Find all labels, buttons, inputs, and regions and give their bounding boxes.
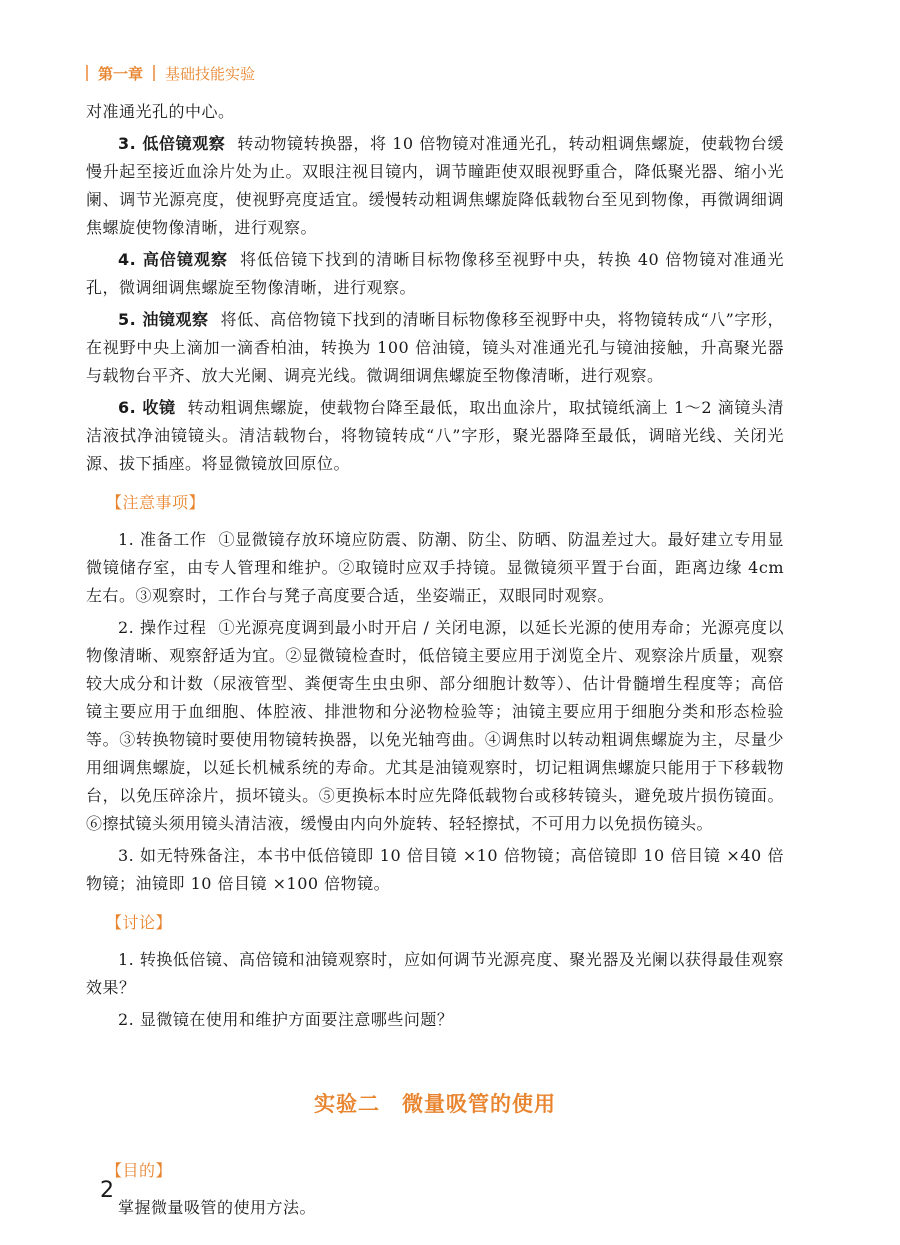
step-heading: 5. 油镜观察 [118,310,209,329]
step-heading: 6. 收镜 [118,398,176,417]
step-text: 将低倍镜下找到的清晰目标物像移至视野中央，转换 40 倍物镜对准通光孔，微调细调焦螺旋至物像清晰，进行观察。 [86,250,784,297]
discussion-question: 1. 转换低倍镜、高倍镜和油镜观察时，应如何调节光源亮度、聚光器及光阑以获得最佳观察效果？ [86,950,784,997]
step-oil-immersion [86,306,784,390]
chapter-title: 基础技能实验 [165,64,256,83]
step-heading: 3. 低倍镜观察 [118,134,226,153]
step-put-away [86,394,784,478]
note-magnification: 3. 如无特殊备注，本书中低倍镜即 10 倍目镜 ×10 倍物镜；高倍镜即 10 倍目镜 ×40 倍物镜；油镜即 10 倍目镜 ×100 倍物镜。 [86,846,784,893]
note-operation [86,614,784,838]
note-text: ①显微镜存放环境应防震、防潮、防尘、防晒、防温差过大。最好建立专用显微镜储存室，由专人管理和维护。②取镜时应双手持镜。显微镜须平置于台面，距离边缘 4cm 左右。③观察时，工作台与凳子高度要合适，坐姿端正，双眼同时观察。 [86,530,784,605]
step-text: 转动物镜转换器，将 10 倍物镜对准通光孔，转动粗调焦螺旋，使载物台缓慢升起至接近血涂片处为止。双眼注视目镜内，调节瞳距使双眼视野重合，降低聚光器、缩小光阑、调节光源亮度，使视野亮度适宜。缓慢转动粗调焦螺旋降低载物台至见到物像，再微调细调焦螺旋使物像清晰，进行观察。 [86,134,784,237]
note-preparation [86,526,784,610]
step-heading: 4. 高倍镜观察 [118,250,228,269]
purpose-heading: 【目的】 [106,1161,173,1180]
note-heading: 1. 准备工作 [118,530,207,549]
experiment-title: 实验二 微量吸管的使用 [314,1092,556,1116]
page-body [86,98,784,1222]
notes-heading: 【注意事项】 [106,493,206,512]
continued-paragraph: 对准通光孔的中心。 [86,102,235,121]
page-number: 2 [100,1178,114,1203]
chapter-label: 第一章 [98,64,144,83]
step-low-power [86,130,784,242]
step-high-power [86,246,784,302]
header-divider [86,65,88,81]
note-text: ①光源亮度调到最小时开启 / 关闭电源，以延长光源的使用寿命；光源亮度以物像清晰、观察舒适为宜。②显微镜检查时，低倍镜主要应用于浏览全片、观察涂片质量，观察较大成分和计数（尿液管型、粪便寄生虫虫卵、部分细胞计数等）、估计骨髓增生程度等；高倍镜主要应用于血细胞、体腔液、排泄物和分泌物检验等；油镜主要应用于细胞分类和形态检验等。③转换物镜时要使用物镜转换器，以免光轴弯曲。④调焦时以转动粗调焦螺旋为主，尽量少用细调焦螺旋，以延长机械系统的寿命。尤其是油镜观察时，切记粗调焦螺旋只能用于下移载物台，以免压碎涂片，损坏镜头。⑤更换标本时应先降低载物台或移转镜头，避免玻片损伤镜面。⑥擦拭镜头须用镜头清洁液，缓慢由内向外旋转、轻轻擦拭，不可用力以免损伤镜头。 [86,618,784,833]
step-text: 将低、高倍物镜下找到的清晰目标物像移至视野中央，将物镜转成“八”字形，在视野中央上滴加一滴香柏油，转换为 100 倍油镜，镜头对准通光孔与镜油接触，升高聚光器与载物台平齐、放大光阑、调亮光线。微调细调焦螺旋至物像清晰，进行观察。 [86,310,784,385]
note-heading: 2. 操作过程 [118,618,207,637]
running-header [86,60,255,86]
discussion-heading: 【讨论】 [106,913,173,932]
purpose-text: 掌握微量吸管的使用方法。 [118,1198,317,1217]
step-text: 转动粗调焦螺旋，使载物台降至最低，取出血涂片，取拭镜纸滴上 1～2 滴镜头清洁液拭净油镜镜头。清洁载物台，将物镜转成“八”字形，聚光器降至最低，调暗光线、关闭光源、拔下插座。将显微镜放回原位。 [86,398,784,473]
discussion-question: 2. 显微镜在使用和维护方面要注意哪些问题？ [118,1010,454,1029]
header-divider [153,65,155,81]
